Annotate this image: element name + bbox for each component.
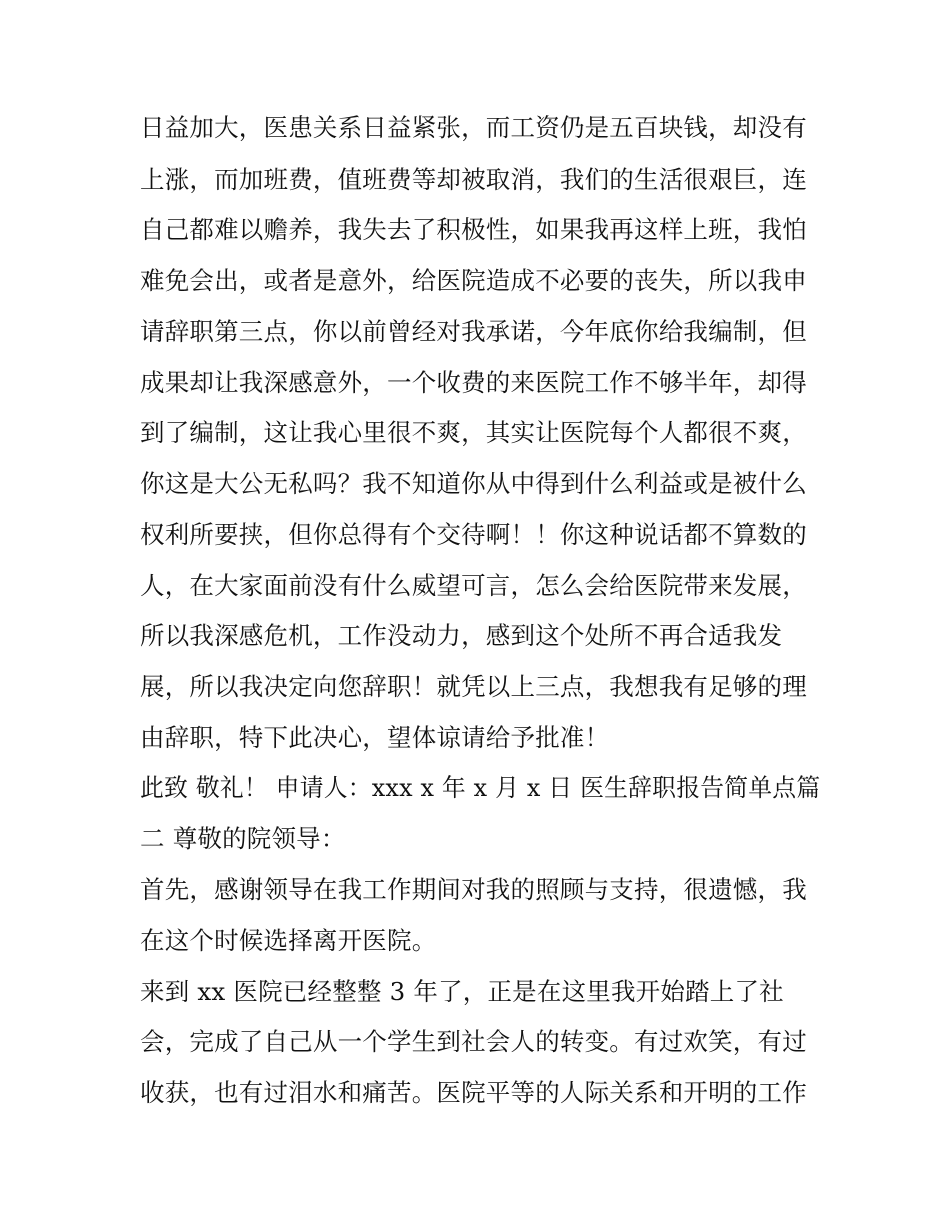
body-text-line: 来到 xx 医院已经整整 3 年了，正是在这里我开始踏上了社 (140, 977, 784, 1006)
closing-line: 此致 敬礼！ 申请人：xxx x 年 x 月 x 日 医生辞职报告简单点篇 (140, 773, 821, 802)
body-text-line: 在这个时候选择离开医院。 (140, 926, 437, 955)
body-text-line: 人，在大家面前没有什么威望可言，怎么会给医院带来发展， (140, 571, 807, 600)
body-text-line: 展，所以我决定向您辞职！就凭以上三点，我想我有足够的理 (140, 672, 807, 701)
body-text-line: 收获，也有过泪水和痛苦。医院平等的人际关系和开明的工作 (140, 1078, 807, 1107)
body-text-line: 会，完成了自己从一个学生到社会人的转变。有过欢笑，有过 (140, 1027, 807, 1056)
salutation-line: 二 尊敬的院领导： (140, 824, 346, 853)
body-text-line: 上涨，而加班费，值班费等却被取消，我们的生活很艰巨，连 (140, 165, 807, 194)
body-text-line: 请辞职第三点，你以前曾经对我承诺，今年底你给我编制，但 (140, 317, 807, 346)
body-text-line: 所以我深感危机，工作没动力，感到这个处所不再合适我发 (140, 621, 783, 650)
body-text-line: 成果却让我深感意外，一个收费的来医院工作不够半年，却得 (140, 368, 807, 397)
body-text-line: 难免会出，或者是意外，给医院造成不必要的丧失，所以我申 (140, 266, 807, 295)
body-text-line: 首先，感谢领导在我工作期间对我的照顾与支持，很遗憾，我 (140, 875, 807, 904)
body-text-line: 权利所要挟，但你总得有个交待啊！！你这种说话都不算数的 (140, 520, 807, 549)
body-text-line: 自己都难以赡养，我失去了积极性，如果我再这样上班，我怕 (140, 215, 807, 244)
body-text-line: 日益加大，医患关系日益紧张，而工资仍是五百块钱，却没有 (140, 113, 807, 142)
body-text-line: 由辞职，特下此决心，望体谅请给予批准！ (140, 723, 610, 752)
body-text-line: 你这是大公无私吗？我不知道你从中得到什么利益或是被什么 (140, 469, 807, 498)
body-text-line: 到了编制，这让我心里很不爽，其实让医院每个人都很不爽， (140, 418, 807, 447)
